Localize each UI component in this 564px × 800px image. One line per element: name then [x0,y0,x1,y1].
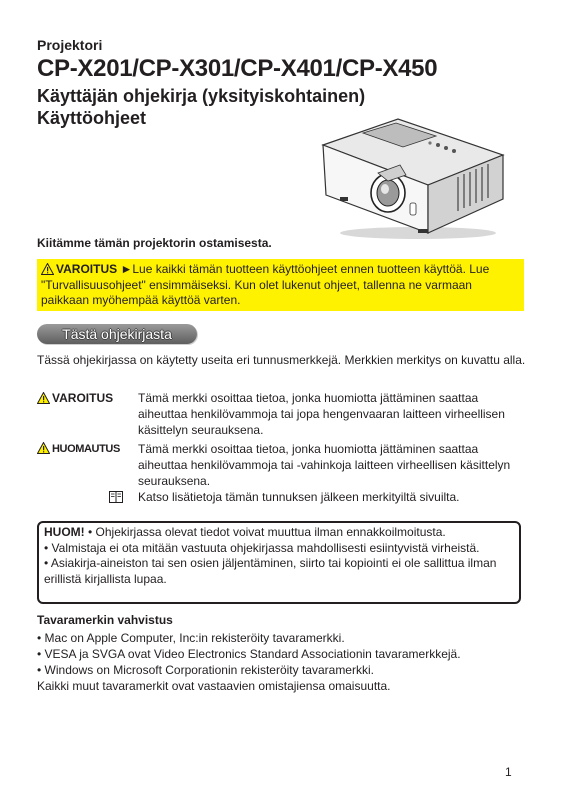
document-category: Projektori [37,37,103,53]
trademarks-list [37,630,537,694]
mark-description-reference: Katso lisätietoja tämän tunnuksen jälkeen merkityiltä sivuilta. [138,490,460,504]
note-item: • Ohjekirjassa olevat tiedot voivat muuttua ilman ennakkoilmoitusta. [88,525,446,539]
mark-row-reference [37,489,527,507]
model-numbers: CP-X201/CP-X301/CP-X401/CP-X450 [37,55,438,82]
page-number: 1 [505,765,512,779]
mark-description-warning: Tämä merkki osoittaa tietoa, jonka huomiotta jättäminen saattaa aiheuttaa henkilövammoja tai jopa hengenvaaran laitteen virheellisen käsittelyn seurauksena. [138,391,505,437]
trademark-item: • Windows on Microsoft Corporationin rekisteröity tavaramerkki. [37,663,374,677]
document-title: Käyttäjän ohjekirja (yksityiskohtainen) [37,86,366,106]
trademark-item: • VESA ja SVGA ovat Video Electronics Standard Associationin tavaramerkkejä. [37,647,461,661]
note-item: • Asiakirja-aineiston tai sen osien jäljentäminen, siirto tai kopiointi ei ole sallittua ilman erillistä kirjallista lupaa. [44,556,497,586]
mark-description-caution: Tämä merkki osoittaa tietoa, jonka huomiotta jättäminen saattaa aiheuttaa henkilövammoja tai -vahinkoja laitteen virheellisen käsittelyn seurauksena. [138,442,511,488]
note-label: HUOM! [44,525,85,539]
document-subtitle: Käyttöohjeet [37,108,147,128]
projector-illustration [318,115,508,243]
thanks-message: Kiitämme tämän projektorin ostamisesta. [37,236,272,250]
trademarks-heading: Tavaramerkin vahvistus [37,613,173,627]
book-icon [109,491,123,503]
section-heading [37,324,197,344]
mark-row-warning [37,390,527,438]
warning-triangle-icon [41,263,54,275]
note-box [37,521,521,604]
section-title: Tästä ohjekirjasta [62,326,172,342]
warning-triangle-icon [37,442,50,454]
arrow-icon: ► [120,262,133,276]
trademark-item: • Mac on Apple Computer, Inc:in rekisteröity tavaramerkki. [37,631,345,645]
warning-banner [37,259,524,311]
mark-label-warning: VAROITUS [37,390,113,406]
warning-text: Lue kaikki tämän tuotteen käyttöohjeet ennen tuotteen käyttöä. Lue "Turvallisuusohjeet" ensimmäiseksi. Kun olet lukenut ohjeet, tallenna ne varmaan paikkaan myöhempää käyttöä varten. [41,262,490,307]
warning-triangle-icon [37,392,50,404]
mark-row-caution [37,441,527,489]
trademark-item: Kaikki muut tavaramerkit ovat vastaavien omistajiensa omaisuutta. [37,679,391,693]
warning-label: VAROITUS [56,262,118,276]
mark-label-caution: HUOMAUTUS [37,441,120,457]
section-intro: Tässä ohjekirjassa on käytetty useita eri tunnusmerkkejä. Merkkien merkitys on kuvattu alla. [37,353,526,367]
note-item: • Valmistaja ei ota mitään vastuuta ohjekirjassa mahdollisesti esiintyvistä virheistä. [44,540,480,555]
